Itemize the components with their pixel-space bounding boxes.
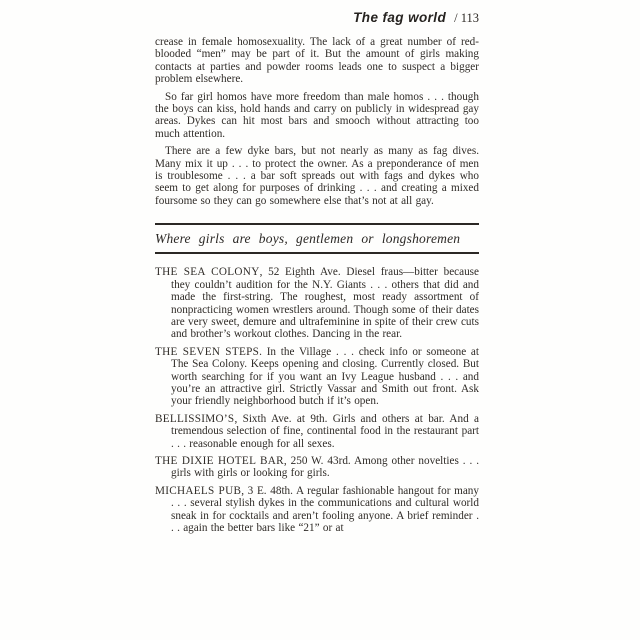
list-item-dixie-hotel-bar	[155, 455, 479, 480]
entry-name: THE SEVEN STEPS	[155, 345, 260, 358]
entry-text: , 250 W. 43rd. Among other novelties . . . girls with girls or looking for girls.	[171, 454, 479, 480]
entry-name: THE SEA COLONY	[155, 266, 260, 279]
section-divider-top-rule	[155, 223, 479, 225]
body-paragraph: crease in female homosexuality. The lack of a great number of red-blooded “men” may be part of it. But the amount of girls making contacts at parties and powder rooms leads one to suspect a bigger problem elsewhere.	[155, 36, 479, 86]
body-paragraph: There are a few dyke bars, but not nearly as many as fag dives. Many mix it up . . . to protect the owner. As a preponderance of men is troublesome . . . a bar soft spreads out with fags and dykes who seem to get along for purposes of drinking . . . and creating a mixed foursome so they can go somewhere else that’s not at all gay.	[155, 145, 479, 207]
list-item-sea-colony	[155, 266, 479, 340]
bar-listings	[155, 266, 479, 534]
section-divider-bottom-rule	[155, 252, 479, 254]
text-column	[155, 9, 479, 539]
entry-name: THE DIXIE HOTEL BAR	[155, 454, 284, 467]
list-item-seven-steps	[155, 346, 479, 408]
page-number: / 113	[454, 11, 479, 25]
entry-text: , 52 Eighth Ave. Diesel fraus—bitter because they couldn’t audition for the N.Y. Giants . . . others that did and made the first-string. The roughest, most ready assortment of nonpracticing women wrestlers around. Though some of their dates are very sweet, demure and ultrafeminine in spite of their crew cuts and brother’s workout clothes. Dancing in the rear.	[171, 266, 480, 341]
entry-text: . In the Village . . . check info or someone at The Sea Colony. Keeps opening and closing. Currently closed. But worth searching for if you want an Ivy League husband . . . and you’re an attractive girl. Strictly Vassar and Smith out front. Ask your friendly neighborhood butch if it’s open.	[171, 345, 479, 408]
body-paragraph: So far girl homos have more freedom than male homos . . . though the boys can kiss, hold hands and carry on publicly in widespread gay areas. Dykes can hit most bars and smooch without attracting too much attention.	[155, 90, 479, 140]
entry-text: , Sixth Ave. at 9th. Girls and others at bar. And a tremendous selection of fine, continental food in the restaurant part . . . reasonable enough for all sexes.	[171, 412, 479, 450]
list-item-michaels-pub	[155, 485, 479, 535]
entry-name: MICHAELS PUB	[155, 484, 242, 497]
section-heading: Where girls are boys, gentlemen or longshoremen	[155, 231, 461, 247]
list-item-bellissimos	[155, 413, 479, 450]
entry-name: BELLISSIMO’S	[155, 412, 235, 425]
running-header	[155, 9, 479, 27]
chapter-title: The fag world	[353, 10, 447, 25]
entry-text: , 3 E. 48th. A regular fashionable hangout for many . . . several stylish dykes in the communications and cultural world sneak in for cocktails and aren’t fooling anyone. A brief reminder . . . again the better bars like “21” or at	[171, 484, 479, 534]
